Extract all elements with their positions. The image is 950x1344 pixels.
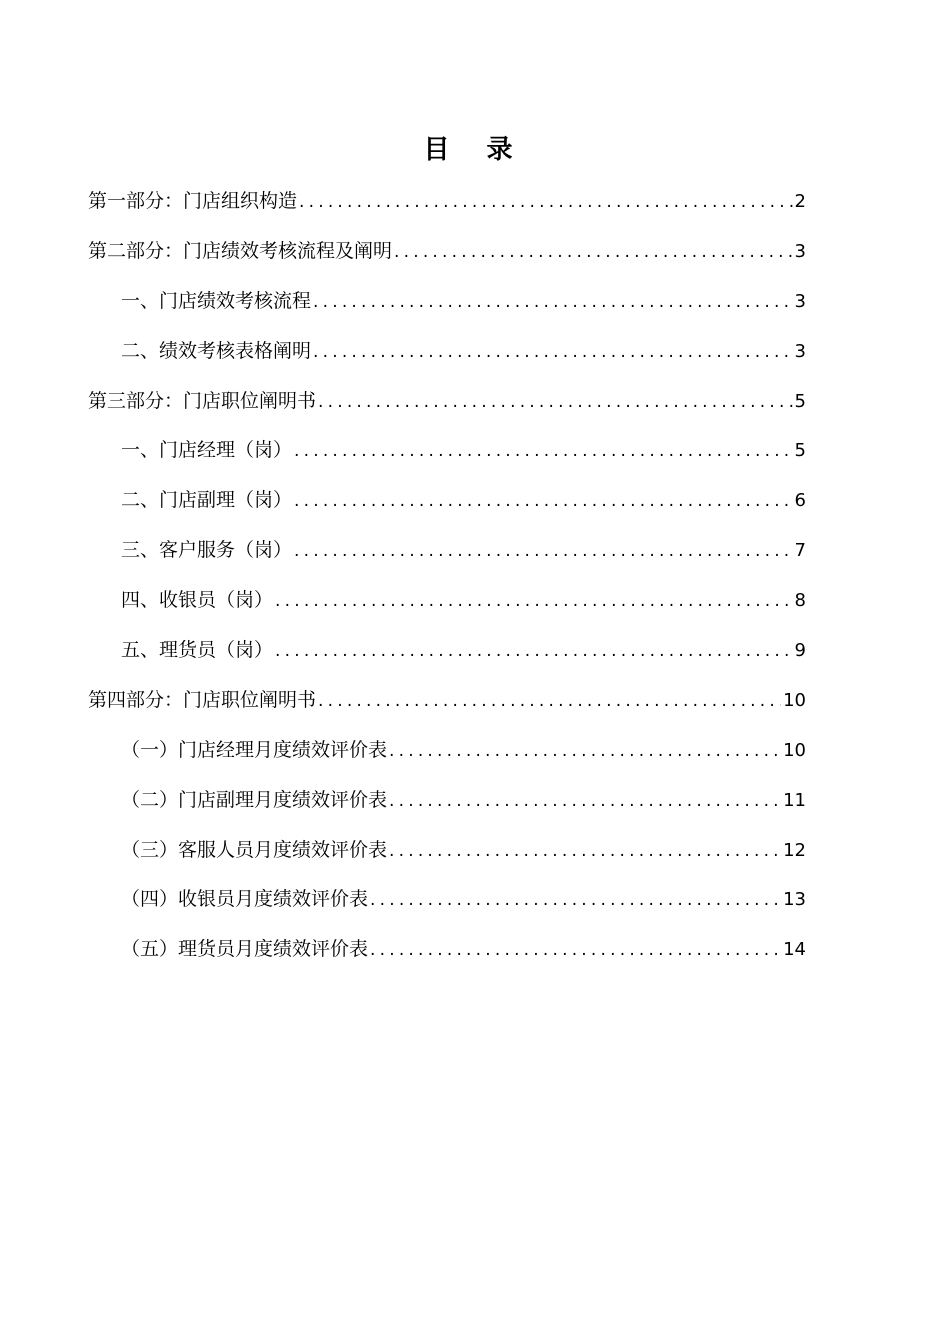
toc-entry-text: （四）收银员月度绩效评价表 xyxy=(121,888,369,911)
toc-dot-leader xyxy=(294,482,793,520)
toc-page-number: 6 xyxy=(794,490,806,512)
toc-page-number: 11 xyxy=(783,789,806,811)
table-of-contents xyxy=(88,182,806,980)
toc-entry-text: 二、绩效考核表格阐明 xyxy=(121,339,312,362)
toc-entry-text: （五）理货员月度绩效评价表 xyxy=(121,938,369,961)
toc-dot-leader xyxy=(370,931,781,969)
toc-entry[interactable] xyxy=(88,781,806,831)
toc-entry-text: 第三部分：门店职位阐明书 xyxy=(88,389,317,412)
toc-dot-leader xyxy=(394,233,793,271)
toc-page-number: 5 xyxy=(794,390,806,412)
toc-dot-leader xyxy=(313,283,793,321)
toc-page-number: 10 xyxy=(783,689,806,711)
toc-entry[interactable] xyxy=(88,332,806,382)
toc-entry-text: 第四部分：门店职位阐明书 xyxy=(88,688,317,711)
toc-entry[interactable] xyxy=(88,282,806,332)
toc-entry-text: （二）门店副理月度绩效评价表 xyxy=(121,788,388,811)
toc-dot-leader xyxy=(294,432,793,470)
toc-dot-leader xyxy=(294,532,793,570)
toc-page-number: 12 xyxy=(783,839,806,861)
toc-entry[interactable] xyxy=(88,930,806,980)
toc-page-number: 14 xyxy=(783,939,806,961)
toc-entry[interactable] xyxy=(88,831,806,881)
toc-entry[interactable] xyxy=(88,382,806,432)
toc-dot-leader xyxy=(389,832,781,870)
toc-entry-text: 一、门店经理（岗） xyxy=(121,439,293,462)
toc-entry-text: （三）客服人员月度绩效评价表 xyxy=(121,838,388,861)
toc-page-number: 10 xyxy=(783,739,806,761)
toc-entry[interactable] xyxy=(88,531,806,581)
toc-dot-leader xyxy=(313,333,793,371)
toc-page-number: 13 xyxy=(783,889,806,911)
toc-entry[interactable] xyxy=(88,431,806,481)
toc-entry-text: 一、门店绩效考核流程 xyxy=(121,289,312,312)
toc-entry-text: 五、理货员（岗） xyxy=(121,639,274,662)
toc-entry[interactable] xyxy=(88,481,806,531)
toc-entry[interactable] xyxy=(88,631,806,681)
toc-entry-text: （一）门店经理月度绩效评价表 xyxy=(121,738,388,761)
toc-entry[interactable] xyxy=(88,232,806,282)
toc-page-number: 9 xyxy=(794,640,806,662)
toc-dot-leader xyxy=(275,632,793,670)
toc-entry[interactable] xyxy=(88,581,806,631)
toc-dot-leader xyxy=(299,183,793,221)
toc-entry[interactable] xyxy=(88,731,806,781)
toc-title: 目 录 xyxy=(423,135,527,165)
toc-dot-leader xyxy=(389,782,781,820)
toc-page-number: 2 xyxy=(794,191,806,212)
toc-page-number: 7 xyxy=(794,540,806,562)
toc-entry-text: 第二部分：门店绩效考核流程及阐明 xyxy=(88,239,393,262)
toc-dot-leader xyxy=(318,682,781,720)
toc-entry-text: 三、客户服务（岗） xyxy=(121,539,293,562)
toc-entry[interactable] xyxy=(88,182,806,232)
toc-dot-leader xyxy=(318,383,793,421)
toc-page-number: 3 xyxy=(794,340,806,362)
toc-entry[interactable] xyxy=(88,880,806,930)
toc-entry-text: 四、收银员（岗） xyxy=(121,589,274,612)
toc-entry-text: 二、门店副理（岗） xyxy=(121,489,293,512)
toc-page-number: 5 xyxy=(794,440,806,462)
toc-dot-leader xyxy=(389,732,781,770)
toc-dot-leader xyxy=(275,582,793,620)
toc-dot-leader xyxy=(370,881,781,919)
toc-page-number: 3 xyxy=(794,290,806,312)
toc-entry-text: 第一部分：门店组织构造 xyxy=(88,190,298,212)
toc-page-number: 3 xyxy=(794,240,806,262)
toc-entry[interactable] xyxy=(88,681,806,731)
toc-page-number: 8 xyxy=(794,590,806,612)
